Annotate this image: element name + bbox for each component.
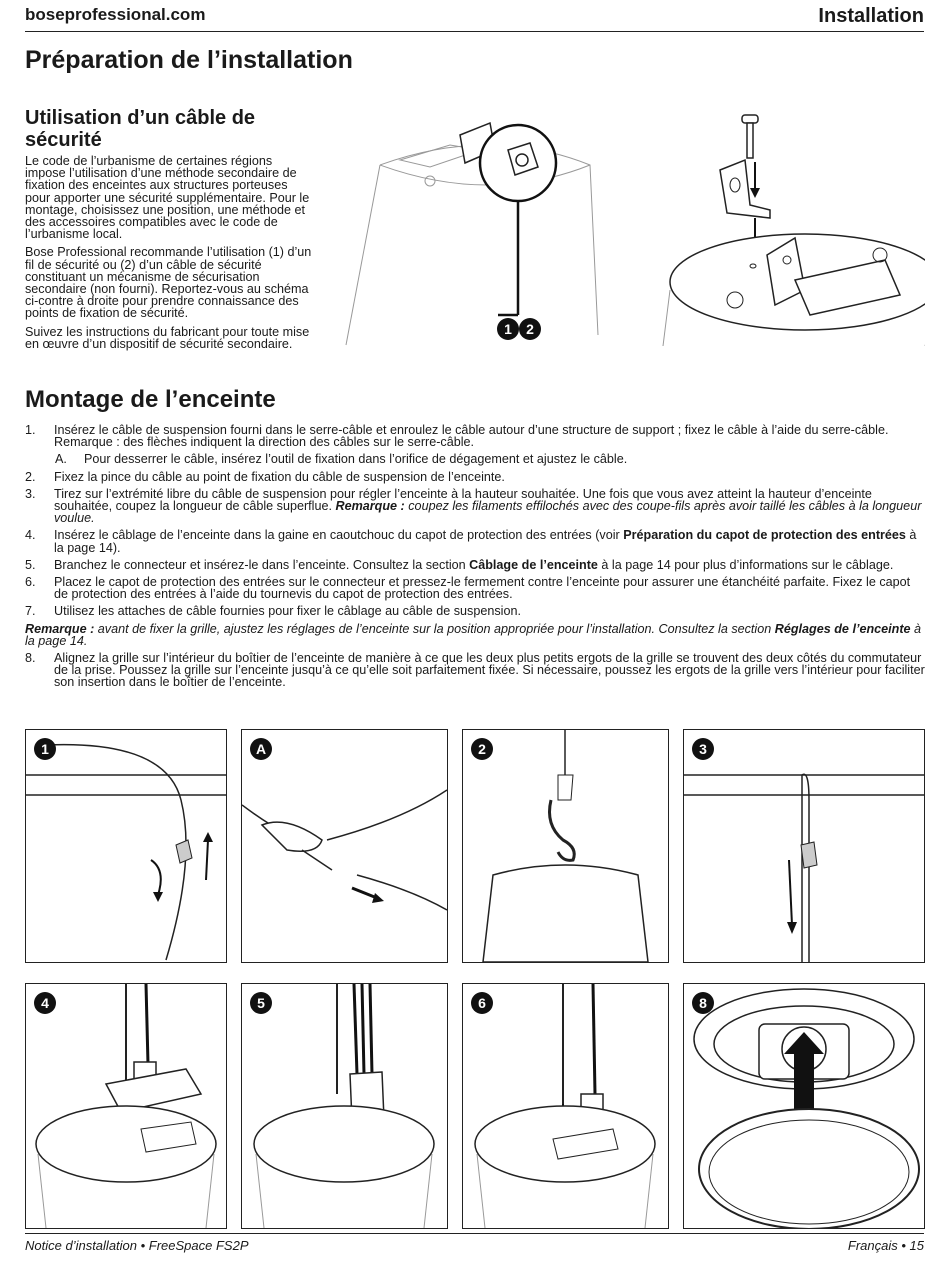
step-text: Tirez sur l’extrémité libre du câble de suspension pour régler l’enceinte à la hauteur souhaitée. Une fois que vous avez atteint la hauteur d’enceinte souhaitée, coupez la longueur de câble superflue. xyxy=(54,486,872,514)
step-text: Insérez le câblage de l’enceinte dans la gaine en caoutchouc du capot de protection des entrées (voir xyxy=(54,528,624,543)
step-number: A. xyxy=(55,452,67,467)
footer-divider xyxy=(25,1233,924,1234)
step-number: 3. xyxy=(25,486,36,501)
step-3 xyxy=(25,488,925,525)
cross-reference: Réglages de l’enceinte xyxy=(774,621,911,636)
cross-reference: Préparation du capot de protection des entrées xyxy=(623,528,906,543)
safety-badge-2: 2 xyxy=(526,321,534,337)
remark-label: Remarque : xyxy=(335,499,405,514)
step-8 xyxy=(25,652,925,689)
step-text: à la page 14 pour plus d’informations sur le câblage. xyxy=(597,557,894,572)
step-number: 8. xyxy=(25,651,36,666)
panel-step-5 xyxy=(241,983,448,1229)
panel-step-A xyxy=(241,729,448,963)
note-label: Remarque : xyxy=(25,621,95,636)
step-number: 4. xyxy=(25,528,36,543)
step-text: Utilisez les attaches de câble fournies pour fixer le câblage au câble de suspension. xyxy=(54,604,521,619)
safety-paragraph-1: Le code de l’urbanisme de certaines régions impose l’utilisation d’une méthode secondaire de fixation des enceintes aux structures porteuses pour apporter une sécurité supplémentaire. Pour le montage, choisissez une position, une méthode et des accessoires compatibles avec le code de l’urbanisme local. xyxy=(25,154,310,242)
panel-badge: 2 xyxy=(471,738,493,760)
step-A xyxy=(25,453,925,465)
panel-step-2 xyxy=(462,729,669,963)
step-text: Pour desserrer le câble, insérez l’outil de fixation dans l’orifice de dégagement et ajustez le câble. xyxy=(84,452,628,467)
panel-badge: A xyxy=(250,738,272,760)
footer-page-number: Français • 15 xyxy=(847,1238,924,1253)
panel-step-3 xyxy=(683,729,925,963)
bracket-illustration xyxy=(655,110,925,350)
panel-badge: 3 xyxy=(692,738,714,760)
step-7 xyxy=(25,605,925,617)
step-number: 1. xyxy=(25,423,36,437)
footer-document-title: Notice d’installation • FreeSpace FS2P xyxy=(25,1238,249,1253)
step-number: 2. xyxy=(25,469,36,484)
panel-step-4 xyxy=(25,983,227,1229)
panel-badge: 5 xyxy=(250,992,272,1014)
step-text: Placez le capot de protection des entrées sur le connecteur et pressez-le fermement contre l’enceinte pour assurer une étanchéité parfaite. Fixez le capot de protection des entrées à l’aide du tournevis du capot de protection des entrées. xyxy=(54,575,911,602)
safety-heading: Utilisation d’un câble de sécurité xyxy=(25,107,256,151)
header-divider xyxy=(25,31,924,32)
remark-text: coupez les filaments effilochés avec des coupe-fils après avoir taillé les câbles à la longueur voulue. xyxy=(54,499,922,526)
safety-paragraph-2: Bose Professional recommande l’utilisation (1) d’un fil de sécurité ou (2) d’un câble de sécurité constituant un mécanisme de sécurisation secondaire (non fourni). Reportez-vous au schéma ci-contre à droite pour prendre connaissance des points de fixation de sécurité. xyxy=(25,245,312,321)
mounting-steps xyxy=(25,424,925,694)
step-1 xyxy=(25,424,925,448)
step-text: Fixez la pince du câble au point de fixation du câble de suspension de l’enceinte. xyxy=(54,469,505,484)
panel-step-6 xyxy=(462,983,669,1229)
site-url[interactable]: boseprofessional.com xyxy=(25,5,206,24)
step-text: Branchez le connecteur et insérez-le dans l’enceinte. Consultez la section xyxy=(54,557,470,572)
note-text: avant de fixer la grille, ajustez les réglages de l’enceinte sur la position appropriée pour l’installation. Consultez la section xyxy=(94,621,775,636)
panel-step-1 xyxy=(25,729,227,963)
panel-badge: 4 xyxy=(34,992,56,1014)
step-text: Alignez la grille sur l’intérieur du boîtier de l’enceinte de manière à ce que les deux plus petits ergots de la grille se trouvent des deux côtés du commutateur de la prise. Poussez la grille sur l’enceinte jusqu’à ce qu’elle soit parfaitement fixée. Si nécessaire, poussez les ergots de la grille vers l’intérieur pour faciliter son insertion dans le boîtier de l’enceinte. xyxy=(54,651,925,690)
section-title: Installation xyxy=(818,5,924,27)
safety-text xyxy=(25,155,315,356)
note-text: à la page 14. xyxy=(25,621,922,648)
step-4 xyxy=(25,529,925,553)
step-number: 7. xyxy=(25,604,36,619)
step-number: 5. xyxy=(25,557,36,572)
panel-badge: 8 xyxy=(692,992,714,1014)
step-5 xyxy=(25,559,925,571)
safety-paragraph-3: Suivez les instructions du fabricant pour toute mise en œuvre d’un dispositif de sécurité secondaire. xyxy=(25,324,310,351)
safety-point-illustration xyxy=(340,105,630,350)
step-number: 6. xyxy=(25,575,36,590)
cross-reference: Câblage de l’enceinte xyxy=(469,557,598,572)
panel-badge: 1 xyxy=(34,738,56,760)
grille-note xyxy=(25,623,925,647)
page-title: Préparation de l’installation xyxy=(25,46,353,74)
mounting-heading: Montage de l’enceinte xyxy=(25,386,276,413)
step-6 xyxy=(25,576,925,600)
step-2 xyxy=(25,471,925,483)
safety-badge-1: 1 xyxy=(504,321,512,337)
step-text: à la page 14). xyxy=(54,528,917,555)
panel-step-8 xyxy=(683,983,925,1229)
step-text: Insérez le câble de suspension fourni dans le serre-câble et enroulez le câble autour d’une structure de support ; fixez le câble à l’aide du serre-câble. Remarque : des flèches indiquent la direction des câbles sur le serre-câble. xyxy=(54,423,889,450)
panel-badge: 6 xyxy=(471,992,493,1014)
